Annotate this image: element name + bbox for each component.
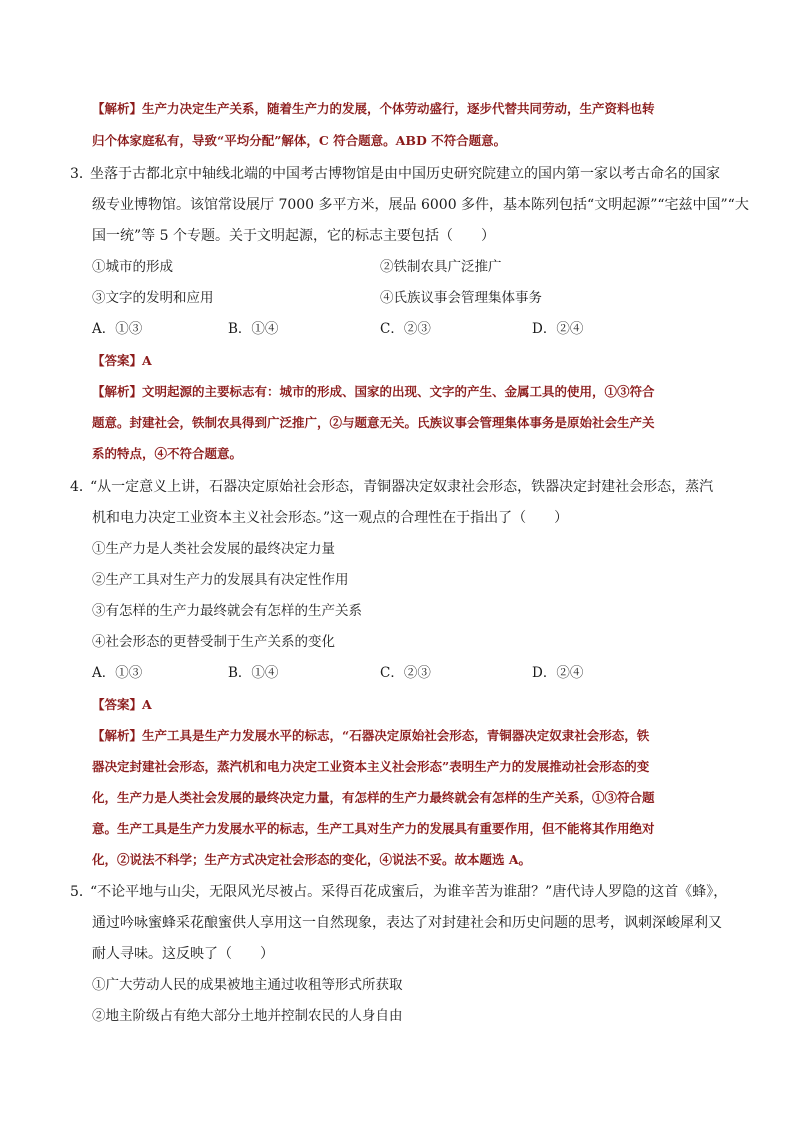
q3-answer-value: A bbox=[142, 353, 152, 368]
q3-stem-line-2: 级专业博物馆。该馆常设展厅 7000 多平方米，展品 6000 多件，基本陈列包括“文明起源”“宅兹中国”“大 bbox=[92, 197, 749, 213]
q4-analysis-line-1: 【解析】生产工具是生产力发展水平的标志，“石器决定原始社会形态，青铜器决定奴隶社会形态，铁 bbox=[92, 728, 650, 743]
prev-analysis-line-2: 归个体家庭私有，导致“平均分配”解体，C 符合题意。ABD 不符合题意。 bbox=[92, 133, 507, 148]
q3-statement-3: ③文字的发明和应用 bbox=[92, 290, 214, 306]
q4-statement-3: ③有怎样的生产力最终就会有怎样的生产关系 bbox=[92, 603, 362, 619]
q3-option-c[interactable]: C．②③ bbox=[380, 321, 431, 337]
q4-answer: 【答案】A bbox=[92, 697, 152, 712]
q3-option-b[interactable]: B．①④ bbox=[228, 321, 279, 337]
q5-stem-line-2: 通过吟咏蜜蜂采花酿蜜供人享用这一自然现象，表达了对封建社会和历史问题的思考，讽刺深峻犀利又 bbox=[92, 915, 722, 931]
q5-number: 5． bbox=[70, 884, 93, 900]
q4-analysis-line-5: 化，②说法不科学；生产方式决定社会形态的变化，④说法不妥。故本题选 A。 bbox=[92, 852, 532, 867]
q4-number: 4． bbox=[70, 479, 93, 495]
q3-option-d[interactable]: D．②④ bbox=[532, 321, 584, 337]
q4-stem-line-1: 4．“从一定意义上讲，石器决定原始社会形态，青铜器决定奴隶社会形态，铁器决定封建社会形态，蒸汽 bbox=[70, 479, 714, 495]
q3-stem-line-1: 3．坐落于古都北京中轴线北端的中国考古博物馆是由中国历史研究院建立的国内第一家以考古命名的国家 bbox=[70, 166, 720, 182]
analysis-label: 【解析】 bbox=[92, 101, 143, 116]
q5-stem-line-3: 耐人寻味。这反映了（ ） bbox=[92, 946, 274, 962]
q4-option-a[interactable]: A．①③ bbox=[92, 665, 143, 681]
q3-option-a[interactable]: A．①③ bbox=[92, 321, 143, 337]
q4-option-b[interactable]: B．①④ bbox=[228, 665, 279, 681]
q3-analysis-line-3: 系的特点，④不符合题意。 bbox=[92, 446, 243, 461]
prev-analysis-line-1: 【解析】生产力决定生产关系，随着生产力的发展，个体劳动盛行，逐步代替共同劳动，生产资料也转 bbox=[92, 101, 655, 116]
q4-analysis-line-3: 化，生产力是人类社会发展的最终决定力量，有怎样的生产力最终就会有怎样的生产关系，①③符合题 bbox=[92, 790, 655, 805]
q4-stem-line-2: 机和电力决定工业资本主义社会形态。”这一观点的合理性在于指出了（ ） bbox=[92, 510, 569, 526]
q3-statement-1: ①城市的形成 bbox=[92, 259, 173, 275]
q3-number: 3． bbox=[70, 166, 93, 182]
q4-statement-4: ④社会形态的更替受制于生产关系的变化 bbox=[92, 634, 335, 650]
q3-stem-line-3: 国一统”等 5 个专题。关于文明起源，它的标志主要包括（ ） bbox=[92, 228, 495, 244]
q4-statement-2: ②生产工具对生产力的发展具有决定性作用 bbox=[92, 572, 349, 588]
q4-analysis-line-4: 意。生产工具是生产力发展水平的标志，生产工具对生产力的发展具有重要作用，但不能将其作用绝对 bbox=[92, 821, 655, 836]
q4-option-d[interactable]: D．②④ bbox=[532, 665, 584, 681]
q4-statement-1: ①生产力是人类社会发展的最终决定力量 bbox=[92, 541, 335, 557]
q4-option-c[interactable]: C．②③ bbox=[380, 665, 431, 681]
q3-analysis-line-2: 题意。封建社会，铁制农具得到广泛推广，②与题意无关。氏族议事会管理集体事务是原始社会生产关 bbox=[92, 415, 655, 430]
q3-answer: 【答案】A bbox=[92, 353, 152, 368]
q3-analysis-line-1: 【解析】文明起源的主要标志有：城市的形成、国家的出现、文字的产生、金属工具的使用，①③符合 bbox=[92, 384, 655, 399]
q5-statement-2: ②地主阶级占有绝大部分土地并控制农民的人身自由 bbox=[92, 1008, 403, 1024]
q5-stem-line-1: 5．“不论平地与山尖，无限风光尽被占。采得百花成蜜后，为谁辛苦为谁甜？”唐代诗人罗隐的这首《蜂》， bbox=[70, 884, 728, 900]
q5-statement-1: ①广大劳动人民的成果被地主通过收租等形式所获取 bbox=[92, 977, 403, 993]
q4-analysis-line-2: 器决定封建社会形态，蒸汽机和电力决定工业资本主义社会形态”表明生产力的发展推动社会形态的变 bbox=[92, 759, 650, 774]
q3-statement-4: ④氏族议事会管理集体事务 bbox=[380, 290, 542, 306]
q4-answer-value: A bbox=[142, 697, 152, 712]
q3-statement-2: ②铁制农具广泛推广 bbox=[380, 259, 502, 275]
